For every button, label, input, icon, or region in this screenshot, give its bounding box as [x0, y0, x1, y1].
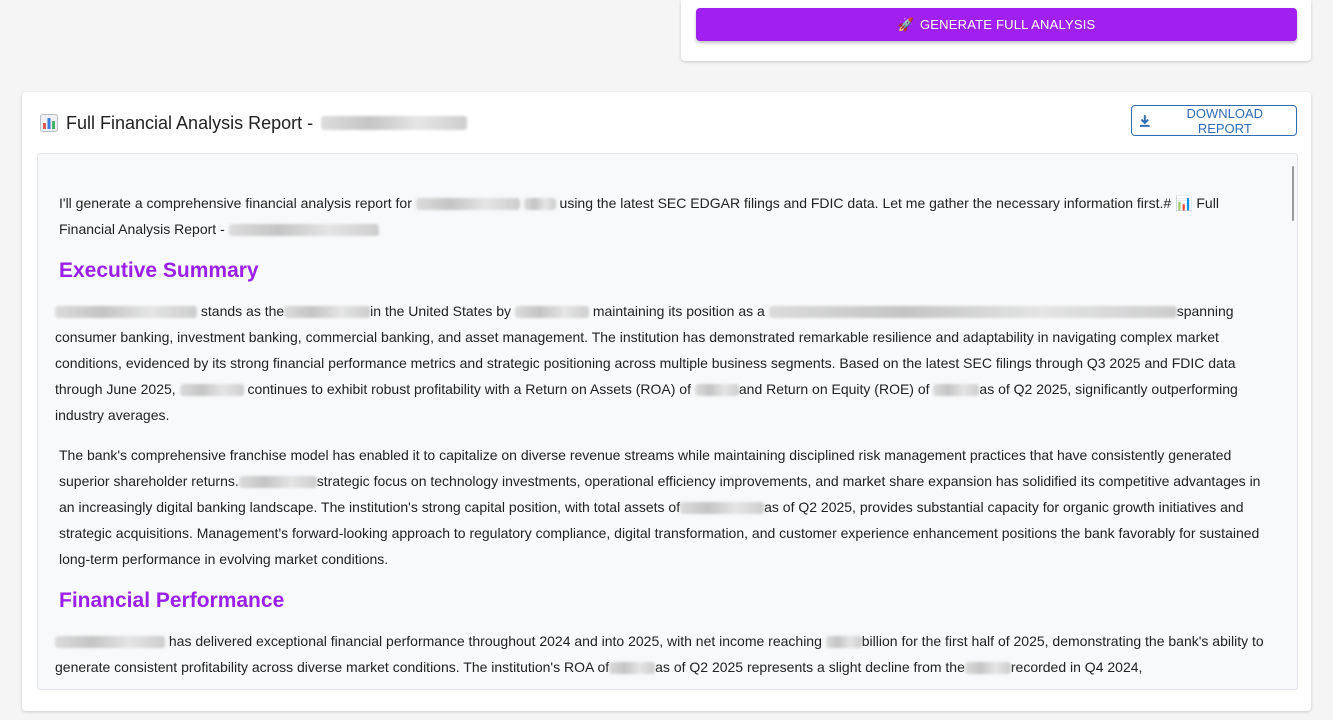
download-icon	[1138, 114, 1152, 128]
generate-card	[681, 0, 1311, 61]
redacted-text	[229, 224, 379, 236]
redacted-text	[965, 662, 1011, 674]
executive-summary-paragraph-1	[55, 298, 1274, 428]
download-button-label: DOWNLOAD REPORT	[1186, 105, 1264, 136]
generate-full-analysis-button[interactable]	[696, 8, 1297, 41]
p2-text-c: as of Q2 2025, provides substantial capacity for organic growth initiatives and strategic acquisitions. Management's forward-looking approach to regulatory compliance, digital transformation, and customer experience enhancement positions the bank favorably for sustained long-term performance in evolving market conditions.	[59, 499, 1260, 567]
generate-button-label: GENERATE FULL ANALYSIS	[920, 17, 1096, 32]
report-content	[55, 190, 1274, 690]
redacted-text	[55, 306, 197, 318]
intro-text-a: I'll generate a comprehensive financial analysis report for	[59, 195, 412, 211]
p3-text-c: as of Q2 2025 represents a slight decline from the	[655, 659, 965, 675]
executive-summary-paragraph-2	[59, 442, 1274, 572]
intro-paragraph	[59, 190, 1274, 242]
redacted-bank-name	[321, 116, 467, 130]
report-title	[40, 110, 467, 136]
redacted-text	[284, 306, 370, 318]
redacted-text	[769, 306, 1177, 318]
intro-text-b: using the latest SEC EDGAR filings and FDIC data. Let me gather the necessary information first.#	[559, 195, 1172, 211]
bar-chart-emoji-icon: 📊	[1175, 195, 1193, 211]
redacted-text	[695, 384, 739, 396]
intro-text-c: Full Financial Analysis Report -	[59, 195, 1219, 237]
p1-text-f: and Return on Equity (ROE) of	[738, 381, 930, 397]
p1-text-b: in the United States by	[370, 303, 512, 319]
p2-text-a: The bank's comprehensive franchise model has enabled it to capitalize on diverse revenue streams while maintaining disciplined risk management practices that have consistently generated superior shareholder returns.	[59, 447, 1232, 489]
p2-text-b: strategic focus on technology investments, operational efficiency improvements, and market share expansion has solidified its competitive advantages in an increasingly digital banking landscape. The institution's strong capital position, with total assets of	[59, 473, 1261, 515]
p1-text-c: maintaining its position as a	[592, 303, 765, 319]
redacted-text	[416, 198, 520, 210]
redacted-text	[933, 384, 979, 396]
redacted-text	[55, 636, 165, 648]
report-content-panel[interactable]	[37, 153, 1298, 690]
download-report-button[interactable]	[1131, 105, 1297, 136]
redacted-text	[609, 662, 655, 674]
p1-text-a: stands as the	[200, 303, 285, 319]
p3-text-a: has delivered exceptional financial performance throughout 2024 and into 2025, with net income reaching	[168, 633, 822, 649]
redacted-text	[180, 384, 244, 396]
redacted-text	[680, 502, 764, 514]
p3-text-b: billion for the first half of 2025, demonstrating the bank's ability to generate consistent profitability across diverse market conditions. The institution's ROA of	[55, 633, 1264, 675]
redacted-text	[239, 476, 317, 488]
redacted-text	[515, 306, 589, 318]
report-card	[22, 92, 1311, 711]
p3-text-d: recorded in Q4 2024,	[1010, 659, 1143, 675]
redacted-text	[524, 198, 556, 210]
rocket-icon: 🚀	[897, 16, 914, 32]
report-title-text: Full Financial Analysis Report -	[66, 112, 314, 133]
scrollbar-thumb[interactable]	[1292, 166, 1294, 221]
p1-text-d: spanning consumer banking, investment banking, commercial banking, and asset management. The institution has demonstrated remarkable resilience and adaptability in navigating complex market conditions, evidenced by its strong financial performance metrics and strategic positioning across multiple business segments. Based on the latest SEC filings through Q3 2025 and FDIC data through June 2025,	[55, 303, 1236, 397]
p1-text-g: as of Q2 2025, significantly outperforming industry averages.	[55, 381, 1238, 423]
financial-performance-heading: Financial Performance	[59, 589, 285, 612]
redacted-text	[826, 636, 862, 648]
bar-chart-icon	[40, 114, 58, 132]
financial-performance-paragraph-1	[55, 628, 1274, 680]
executive-summary-heading: Executive Summary	[59, 259, 259, 282]
p1-text-e: continues to exhibit robust profitability with a Return on Assets (ROA) of	[247, 381, 691, 397]
